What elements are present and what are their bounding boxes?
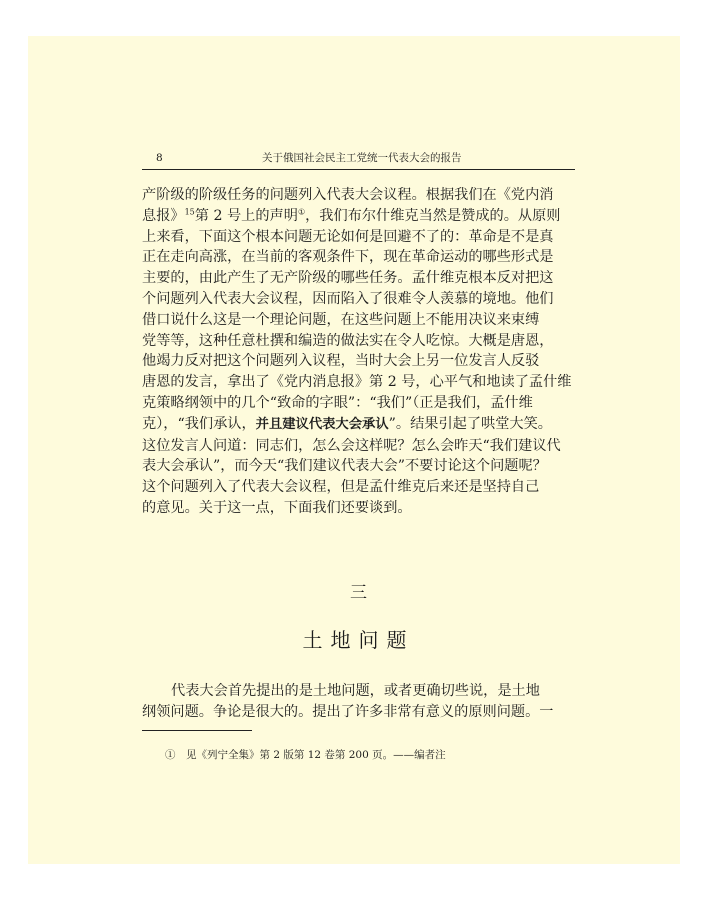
line-text: 第 2 号上的声明	[194, 207, 298, 224]
paragraph-line: 克策略纲领中的几个“致命的字眼”：“我们”（正是我们，孟什维	[142, 394, 533, 411]
paragraph-line: 纲领问题。争论是很大的。提出了许多非常有意义的原则问题。一	[142, 703, 554, 720]
emphasized-text: 并且建议代表大会承认	[255, 416, 389, 432]
paragraph-line: 唐恩的发言，拿出了《党内消息报》第 2 号，心平气和地读了孟什维	[142, 374, 572, 391]
footnote: ① 见《列宁全集》第 2 版第 12 卷第 200 页。——编者注	[165, 749, 446, 761]
paragraph-line: 党等等，这种任意杜撰和编造的做法实在令人吃惊。大概是唐恩，	[142, 332, 554, 349]
line-text: ”。结果引起了哄堂大笑。	[388, 415, 552, 432]
running-header	[142, 151, 575, 170]
paragraph-line: 表大会承认”，而今天“我们建议代表大会”不要讨论这个问题呢？	[142, 458, 547, 475]
line-text: ，我们布尔什维克当然是赞成的。从原则	[305, 207, 561, 224]
main-paragraph	[142, 185, 575, 519]
line-text: 克），“我们承认，	[142, 415, 256, 432]
paragraph-line: 他竭力反对把这个问题列入议程，当时大会上另一位发言人反驳	[142, 353, 540, 370]
endnote-marker: 15	[184, 207, 195, 217]
footnote-divider	[142, 730, 252, 731]
paragraph-line: 正在走向高涨，在当前的客观条件下，现在革命运动的哪些形式是	[142, 249, 554, 266]
paragraph-line: 借口说什么这是一个理论问题，在这些问题上不能用决议来束缚	[142, 311, 540, 328]
running-title: 关于俄国社会民主工党统一代表大会的报告	[262, 152, 462, 164]
page-number: 8	[156, 152, 163, 164]
continued-paragraph	[142, 681, 575, 723]
section-title: 土地问题	[302, 628, 415, 652]
paragraph-line: 个问题列入代表大会议程，因而陷入了很难令人羡慕的境地。他们	[142, 290, 554, 307]
line-text: 息报》	[142, 207, 185, 224]
section-number: 三	[350, 583, 367, 603]
paragraph-line	[142, 206, 575, 227]
paragraph-line: 代表大会首先提出的是土地问题，或者更确切些说，是土地	[171, 683, 540, 699]
footnote-marker: ①	[297, 207, 306, 217]
paragraph-line	[142, 414, 575, 436]
paragraph-line: 这位发言人问道：同志们，怎么会这样呢？怎么会昨天“我们建议代	[142, 437, 561, 454]
paragraph-line: 产阶级的阶级任务的问题列入代表大会议程。根据我们在《党内消	[142, 187, 554, 203]
paragraph-line: 这个问题列入了代表大会议程，但是孟什维克后来还是坚持自己	[142, 479, 540, 496]
paragraph-line: 上来看，下面这个根本问题无论如何是回避不了的：革命是不是真	[142, 228, 554, 245]
paragraph-line: 的意见。关于这一点，下面我们还要谈到。	[142, 499, 412, 516]
paragraph-line: 主要的，由此产生了无产阶级的哪些任务。孟什维克根本反对把这	[142, 270, 554, 287]
